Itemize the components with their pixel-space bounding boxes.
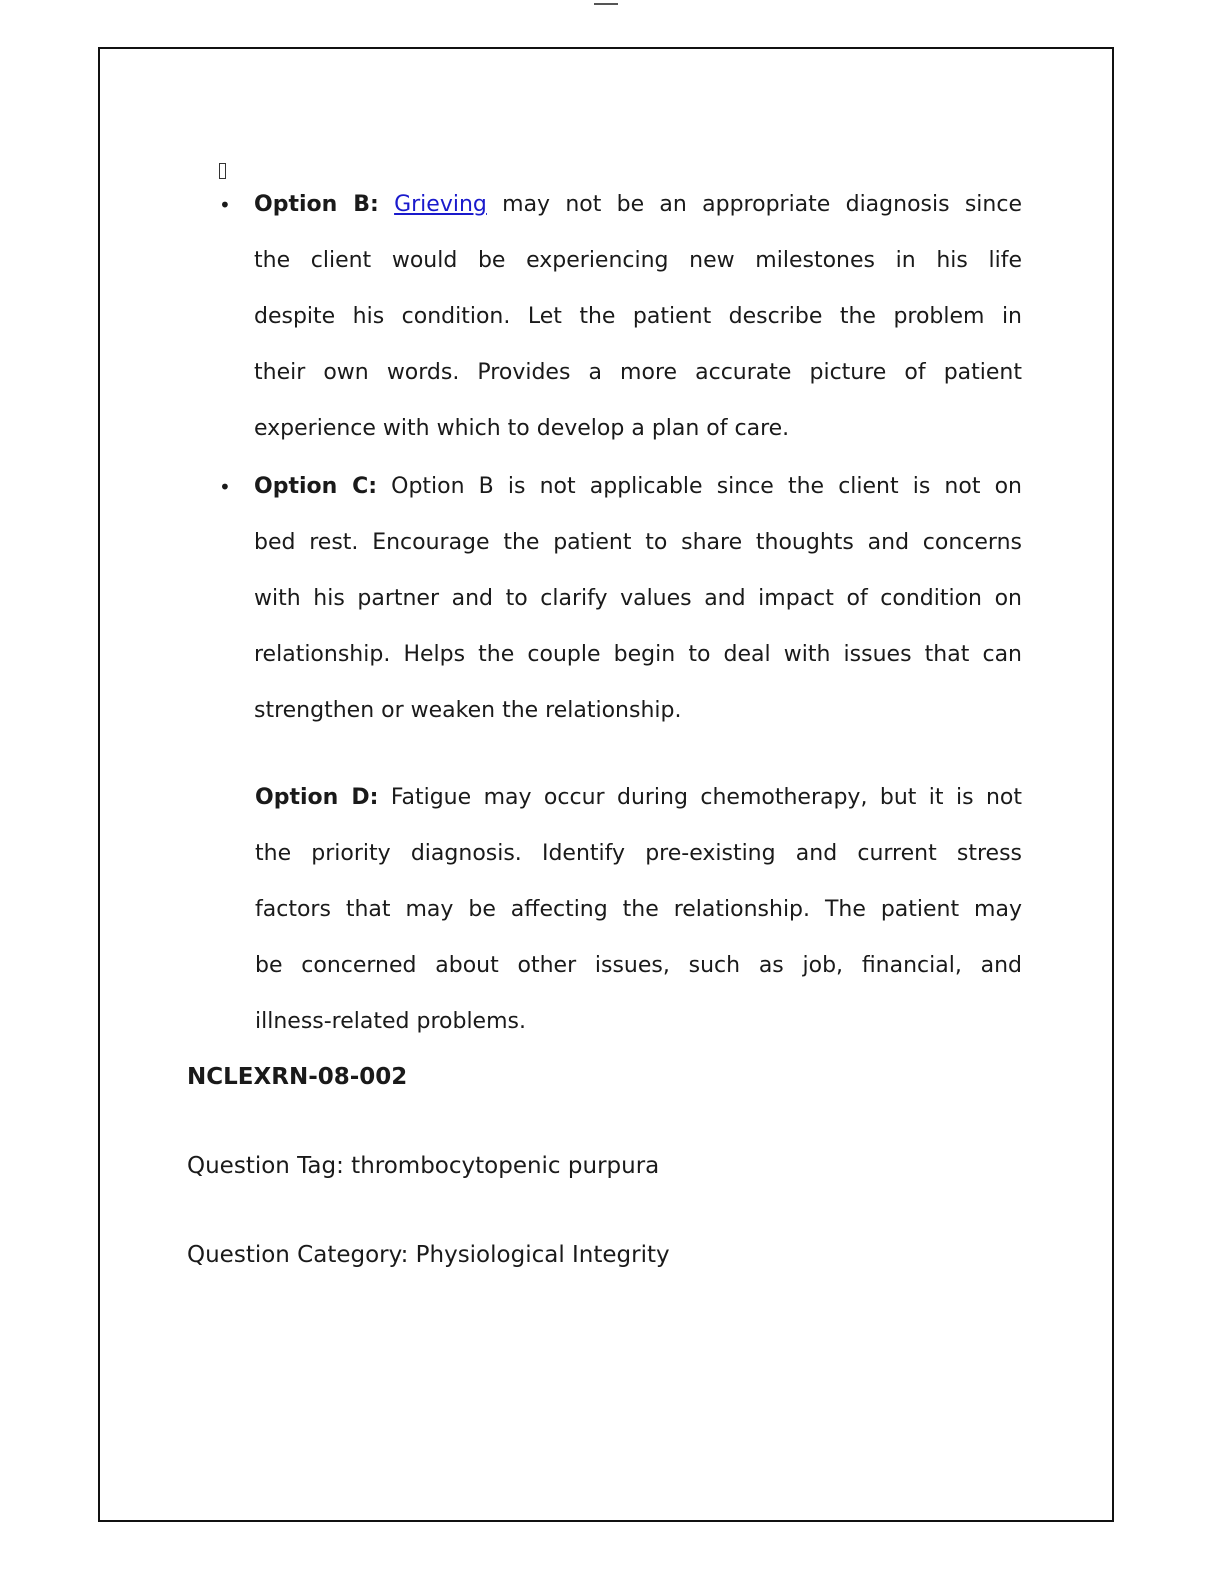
bullet-icon: •: [219, 475, 231, 499]
option-b-text: may not be an appropriate diagnosis since: [502, 192, 1022, 217]
option-c-line-1: [254, 459, 1022, 515]
bullet-icon: •: [219, 193, 231, 217]
option-b-line: the client would be experiencing new milestones in his life: [254, 248, 1022, 273]
option-c-line: strengthen or weaken the relationship.: [254, 698, 682, 723]
option-d-line-1: [255, 770, 1022, 826]
option-c-text: Option B is not applicable since the client is not on: [391, 474, 1022, 499]
option-b-line: experience with which to develop a plan of care.: [254, 416, 790, 441]
option-d-paragraph: [255, 770, 1022, 1050]
option-b-paragraph: [254, 177, 1022, 457]
option-d-line: illness-related problems.: [255, 1009, 526, 1034]
option-c-line: bed rest. Encourage the patient to share thoughts and concerns: [254, 530, 1022, 555]
option-b-line-1: [254, 177, 1022, 233]
option-b-line: their own words. Provides a more accurate picture of patient: [254, 360, 1022, 385]
option-b-label: Option B:: [254, 192, 379, 217]
option-b-line: despite his condition. Let the patient describe the problem in: [254, 304, 1022, 329]
option-c-line: relationship. Helps the couple begin to deal with issues that can: [254, 642, 1022, 667]
option-d-line: factors that may be affecting the relationship. The patient may: [255, 897, 1022, 922]
option-d-label: Option D:: [255, 785, 379, 810]
option-d-line: be concerned about other issues, such as job, financial, and: [255, 953, 1022, 978]
option-d-text: Fatigue may occur during chemotherapy, but it is not: [390, 785, 1022, 810]
missing-glyph-icon: [219, 163, 226, 179]
question-tag: Question Tag: thrombocytopenic purpura: [187, 1153, 660, 1179]
option-c-label: Option C:: [254, 474, 378, 499]
question-category: Question Category: Physiological Integrity: [187, 1242, 670, 1268]
option-c-paragraph: [254, 459, 1022, 739]
question-id-heading: NCLEXRN-08-002: [187, 1064, 408, 1090]
grieving-link[interactable]: Grieving: [394, 192, 487, 217]
header-mark: [594, 3, 618, 5]
option-c-line: with his partner and to clarify values and impact of condition on: [254, 586, 1022, 611]
option-d-line: the priority diagnosis. Identify pre-existing and current stress: [255, 841, 1022, 866]
